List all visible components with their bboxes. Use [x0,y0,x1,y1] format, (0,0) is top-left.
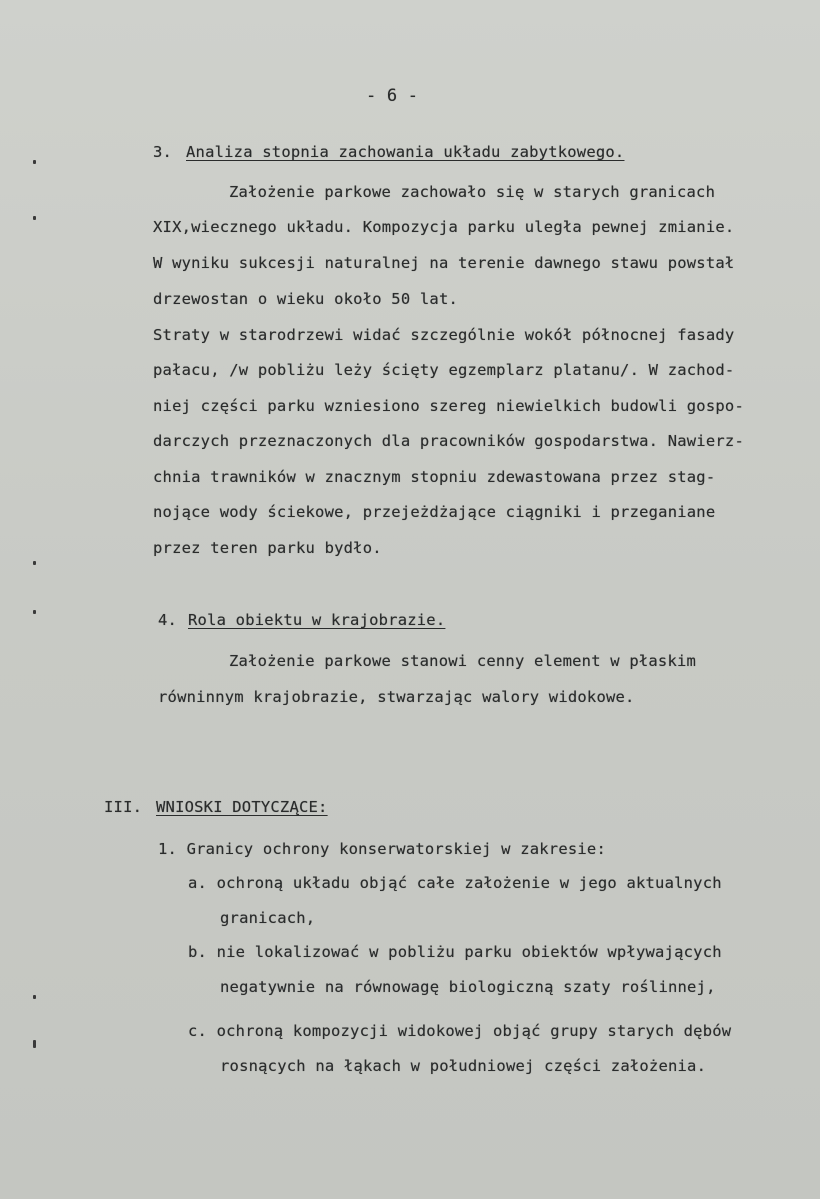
section3-line-3: W wyniku sukcesji naturalnej na terenie dawnego stawu powstał [153,254,735,272]
section3-line-8: darczych przeznaczonych dla pracowników gospodarstwa. Nawierz- [153,432,744,450]
section-iii-sub-b-line-1: b. nie lokalizować w pobliżu parku obiektów wpływających [188,943,722,961]
section3-line-7: niej części parku wzniesiono szereg niewielkich budowli gospo- [153,397,744,415]
section-iii-sub-c-line-1: c. ochroną kompozycji widokowej objąć grupy starych dębów [188,1022,732,1040]
section4-line-2: równinnym krajobrazie, stwarzając walory widokowe. [158,688,635,706]
section4-number: 4. [158,611,178,629]
scan-mark [33,216,36,220]
section4-heading: Rola obiektu w krajobrazie. [188,611,446,629]
section3-line-11: przez teren parku bydło. [153,539,382,557]
section-iii-heading: WNIOSKI DOTYCZĄCE: [156,798,328,816]
scan-mark [33,995,36,999]
scan-mark [33,610,36,614]
section-iii-sub-b-line-2: negatywnie na równowagę biologiczną szaty roślinnej, [220,978,716,996]
section3-line-6: pałacu, /w pobliżu leży ścięty egzemplarz platanu/. W zachod- [153,361,735,379]
section3-line-4: drzewostan o wieku około 50 lat. [153,290,459,308]
section3-line-1: Założenie parkowe zachowało się w starych granicach [229,183,716,201]
section4-line-1: Założenie parkowe stanowi cenny element w płaskim [229,652,697,670]
scan-mark [33,561,36,565]
section3-heading: Analiza stopnia zachowania układu zabytkowego. [186,143,625,161]
section-iii-sub-c-line-2: rosnących na łąkach w południowej części założenia. [220,1057,707,1075]
section-iii-item-1: 1. Granicy ochrony konserwatorskiej w zakresie: [158,840,606,858]
section-iii-sub-a-line-1: a. ochroną układu objąć całe założenie w jego aktualnych [188,874,722,892]
scan-mark [33,160,36,164]
section3-line-5: Straty w starodrzewi widać szczególnie wokół północnej fasady [153,326,735,344]
page-number: - 6 - [366,86,419,106]
scan-mark [33,1040,36,1048]
section3-line-9: chnia trawników w znacznym stopniu zdewastowana przez stag- [153,468,716,486]
section3-line-2: XIX,wiecznego układu. Kompozycja parku uległa pewnej zmianie. [153,218,735,236]
section3-line-10: nojące wody ściekowe, przejeżdżające ciągniki i przeganiane [153,503,716,521]
section-iii-number: III. [104,798,143,816]
section-iii-sub-a-line-2: granicach, [220,909,316,927]
section3-number: 3. [153,143,173,161]
